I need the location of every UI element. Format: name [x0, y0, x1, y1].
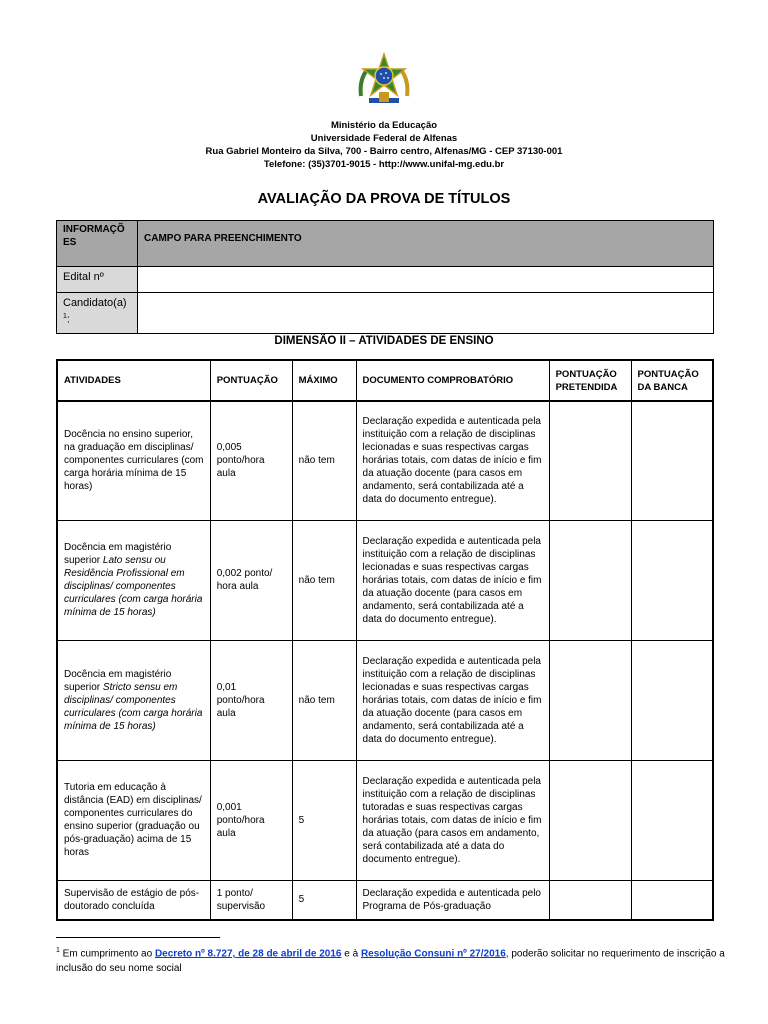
activity-cell [57, 640, 210, 760]
score-cell: 1 ponto/ supervisão [210, 880, 292, 920]
board-score-field[interactable] [631, 760, 713, 880]
document-cell: Declaração expedida e autenticada pela instituição com a relação de disciplinas tutoradas e suas respectivas cargas horárias totais, com datas de início e fim da atuação (para casos em andamento, será contabilizada até a data do documento entregue). [356, 760, 549, 880]
university-address: Rua Gabriel Monteiro da Silva, 700 - Bairro centro, Alfenas/MG - CEP 37130-001 [205, 146, 563, 157]
activity-text: Tutoria em educação à distância (EAD) em disciplinas/ componentes curriculares do ensino superior (graduação ou pós-graduação) acima de 15 horas [64, 782, 202, 858]
intended-score-field[interactable] [549, 880, 631, 920]
brazil-coat-of-arms-icon [357, 52, 411, 108]
header-maximo: MÁXIMO [292, 360, 356, 401]
activity-cell [57, 760, 210, 880]
ministry-name: Ministério da Educação [330, 120, 438, 131]
info-col-label-header: INFORMAÇÕ ES [57, 221, 138, 267]
document-cell: Declaração expedida e autenticada pelo Programa de Pós-graduação [356, 880, 549, 920]
intended-score-field[interactable] [549, 760, 631, 880]
candidato-label-colon: : [66, 313, 70, 326]
max-cell: 5 [292, 760, 356, 880]
activity-cell [57, 880, 210, 920]
footnote [56, 943, 726, 976]
header-pontuacao-banca: PONTUAÇÃO DA BANCA [631, 360, 713, 401]
candidato-label: Candidato(a) [63, 297, 127, 309]
page-title: AVALIAÇÃO DA PROVA DE TÍTULOS [257, 191, 511, 207]
header-pontuacao-pretendida: PONTUAÇÃO PRETENDIDA [549, 360, 631, 401]
footnote-text-b: e à [341, 948, 361, 960]
activity-text: Docência no ensino superior, na graduação em disciplinas/ componentes curriculares (com carga horária mínima de 15 horas) [64, 429, 204, 493]
activities-table [56, 359, 714, 921]
activity-text: Supervisão de estágio de pós-doutorado concluída [64, 887, 200, 912]
intended-score-field[interactable] [549, 401, 631, 520]
candidato-field[interactable] [138, 293, 714, 334]
info-table-header-row [57, 221, 714, 267]
table-row [57, 640, 713, 760]
header-documento: DOCUMENTO COMPROBATÓRIO [356, 360, 549, 401]
board-score-field[interactable] [631, 520, 713, 640]
max-cell: não tem [292, 401, 356, 520]
candidato-label-cell [57, 293, 138, 334]
board-score-field[interactable] [631, 880, 713, 920]
activity-text: Docência em magistério superior [64, 668, 172, 693]
intended-score-field[interactable] [549, 520, 631, 640]
footnote-text-a: Em cumprimento ao [59, 948, 155, 960]
score-cell: 0,002 ponto/ hora aula [210, 520, 292, 640]
max-cell: não tem [292, 520, 356, 640]
intended-score-field[interactable] [549, 640, 631, 760]
score-cell: 0,001 ponto/hora aula [210, 760, 292, 880]
info-col-field-header: CAMPO PARA PREENCHIMENTO [138, 221, 714, 267]
header-pontuacao: PONTUAÇÃO [210, 360, 292, 401]
max-cell: 5 [292, 880, 356, 920]
board-score-field[interactable] [631, 401, 713, 520]
university-name: Universidade Federal de Alfenas [310, 133, 458, 144]
table-row [57, 760, 713, 880]
table-row [57, 520, 713, 640]
table-row [57, 401, 713, 520]
edital-field[interactable] [138, 267, 714, 293]
activities-header-row [57, 360, 713, 401]
document-cell: Declaração expedida e autenticada pela instituição com a relação de disciplinas lecionadas e suas respectivas cargas horárias totais, com datas de início e fim da atuação docente (para casos em andamento, será contabilizada até a data do documento entregue). [356, 640, 549, 760]
info-table [56, 220, 714, 334]
score-cell: 0,01 ponto/hora aula [210, 640, 292, 760]
document-cell: Declaração expedida e autenticada pela instituição com a relação de disciplinas lecionadas e suas respectivas cargas horárias totais, com datas de início e fim da atuação docente (para casos em andamento, será contabilizada até a data do documento entregue). [356, 520, 549, 640]
header-atividades: ATIVIDADES [57, 360, 210, 401]
edital-label: Edital nº [57, 267, 138, 293]
university-contact: Telefone: (35)3701-9015 - http://www.unifal-mg.edu.br [263, 159, 505, 170]
dimension-title: DIMENSÃO II – ATIVIDADES DE ENSINO [274, 335, 494, 347]
footnote-marker: 1 [56, 947, 60, 954]
footnote-text-c: , poderão solicitar no requerimento de inscrição a inclusão do seu nome social [56, 948, 725, 975]
activity-text-italic: Lato sensu ou Residência Profissional em disciplinas/ componentes curriculares (com carga horária mínima de 15 horas) [64, 555, 203, 618]
footnote-divider [56, 937, 220, 938]
score-cell: 0,005 ponto/hora aula [210, 401, 292, 520]
board-score-field[interactable] [631, 640, 713, 760]
activity-cell [57, 401, 210, 520]
resolucao-link[interactable]: Resolução Consuni nº 27/2016 [360, 948, 506, 960]
max-cell: não tem [292, 640, 356, 760]
activity-text: Docência em magistério superior [64, 542, 172, 566]
activity-cell [57, 520, 210, 640]
info-row-candidato [57, 293, 714, 334]
table-row [57, 880, 713, 920]
footnote-ref-1[interactable]: 1 [63, 313, 67, 320]
info-row-edital [57, 267, 714, 293]
document-cell: Declaração expedida e autenticada pela instituição com a relação de disciplinas lecionadas e suas respectivas cargas horárias totais, com datas de início e fim da atuação docente (para casos em andamento, será contabilizada até a data do documento entregue). [356, 401, 549, 520]
decreto-link[interactable]: Decreto nº 8.727, de 28 de abril de 2016 [154, 948, 342, 960]
activity-text-italic: Stricto sensu em disciplinas/ componentes curriculares (com carga horária mínima de 15 horas) [64, 681, 203, 732]
